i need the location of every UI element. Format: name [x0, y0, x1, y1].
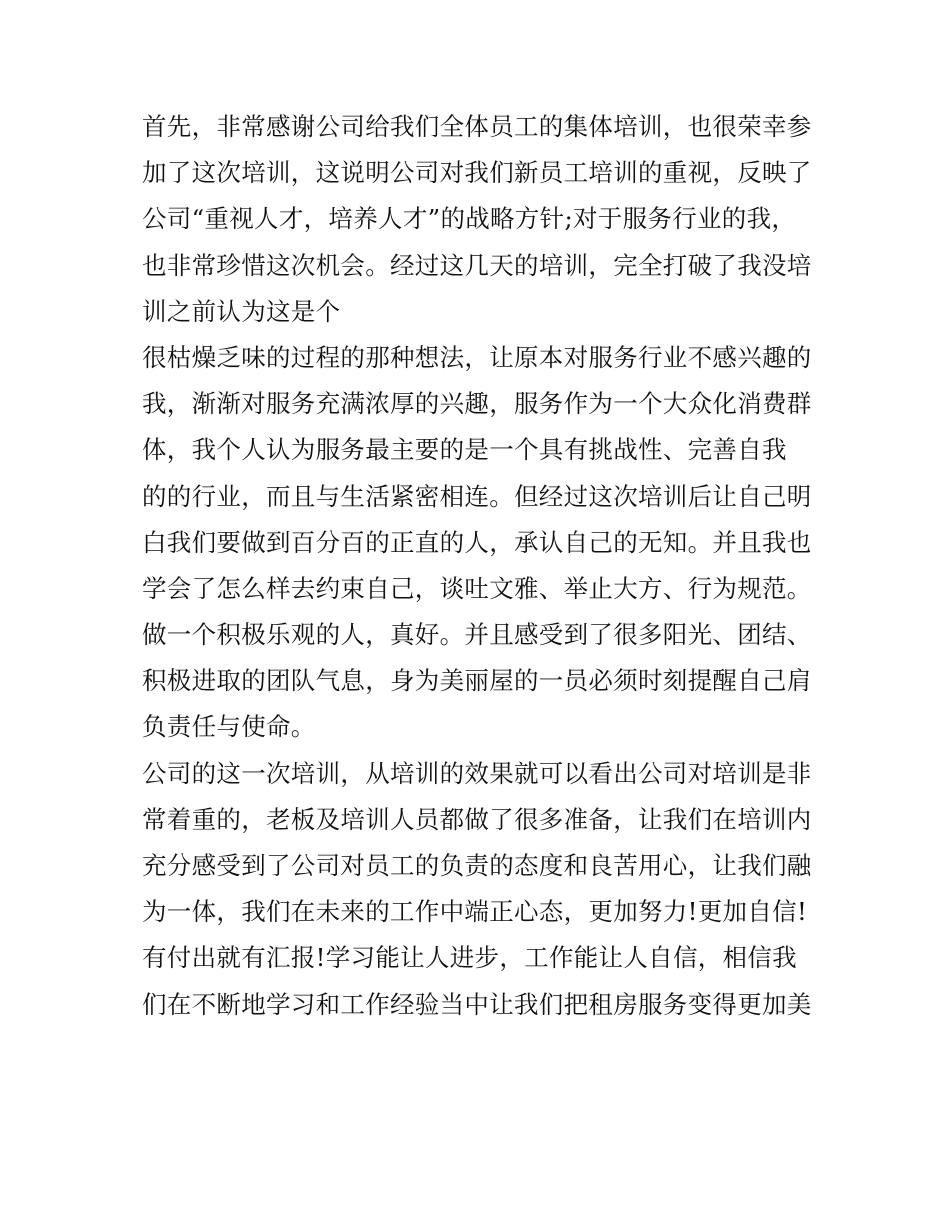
text-line: 为一体，我们在未来的工作中端正心态，更加努力!更加自信!: [142, 897, 808, 927]
text-line: 也非常珍惜这次机会。经过这几天的培训，完全打破了我没培: [142, 250, 812, 280]
text-line: 有付出就有汇报!学习能让人进步，工作能让人自信，相信我: [142, 943, 797, 973]
text-line: 们在不断地学习和工作经验当中让我们把租房服务变得更加美: [142, 989, 812, 1019]
text-line: 充分感受到了公司对员工的负责的态度和良苦用心，让我们融: [142, 851, 812, 880]
text-line: 我，渐渐对服务充满浓厚的兴趣，服务作为一个大众化消费群: [142, 389, 812, 419]
text-line: 积极进取的团队气息，身为美丽屋的一员必须时刻提醒自己肩: [142, 666, 812, 696]
text-line: 的的行业，而且与生活紧密相连。但经过这次培训后让自己明: [142, 481, 812, 511]
text-line: 体，我个人认为服务最主要的是一个具有挑战性、完善自我: [142, 435, 787, 465]
text-line: 训之前认为这是个: [142, 296, 341, 326]
text-line: 白我们要做到百分百的正直的人，承认自己的无知。并且我也: [142, 527, 812, 557]
text-line: 加了这次培训，这说明公司对我们新员工培训的重视，反映了: [142, 158, 812, 188]
text-line: 首先，非常感谢公司给我们全体员工的集体培训，也很荣幸参: [142, 112, 812, 141]
text-line: 常着重的，老板及培训人员都做了很多准备，让我们在培训内: [142, 804, 812, 834]
text-line: 学会了怎么样去约束自己，谈吐文雅、举止大方、行为规范。: [142, 573, 812, 603]
text-line: 做一个积极乐观的人，真好。并且感受到了很多阳光、团结、: [142, 620, 812, 650]
text-line: 公司“重视人才，培养人才”的战略方针;对于服务行业的我，: [142, 204, 797, 234]
text-line: 很枯燥乏味的过程的那种想法，让原本对服务行业不感兴趣的: [142, 342, 812, 372]
text-line: 负责任与使命。: [142, 712, 316, 742]
document-body: [142, 104, 822, 1028]
text-line: 公司的这一次培训，从培训的效果就可以看出公司对培训是非: [142, 758, 812, 788]
